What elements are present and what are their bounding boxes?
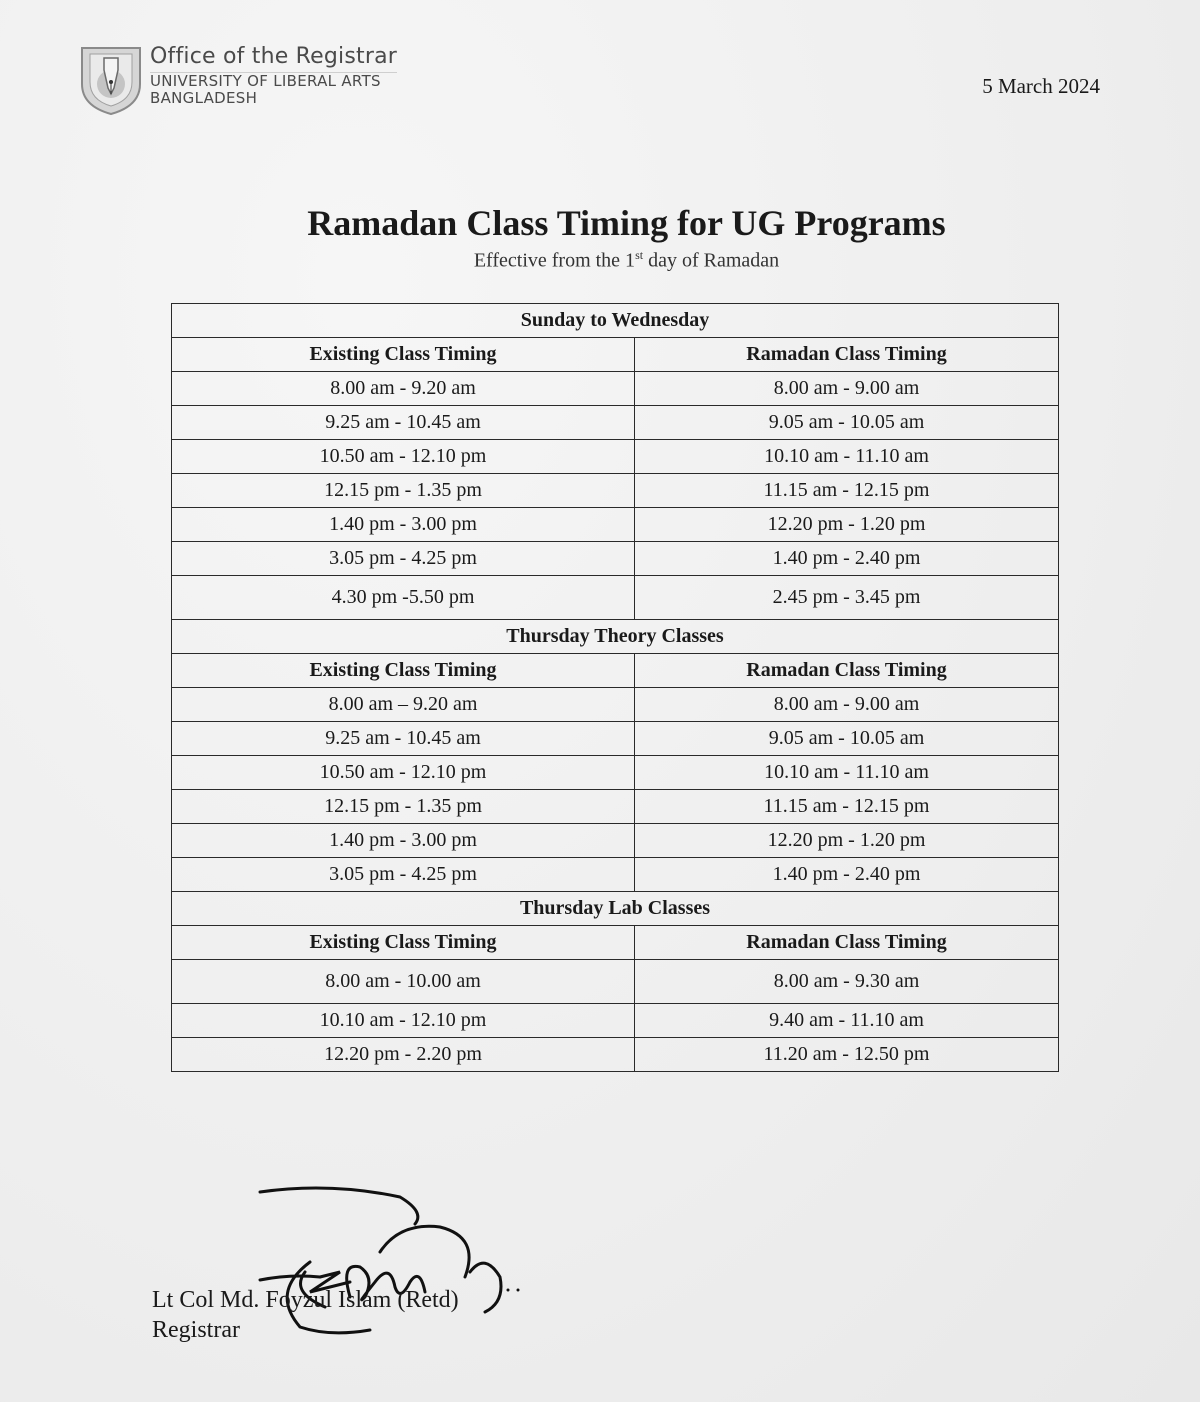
- section-heading-row: [172, 892, 1059, 926]
- ramadan-time: 10.10 am - 11.10 am: [635, 756, 1059, 790]
- ramadan-time: 12.20 pm - 1.20 pm: [635, 508, 1059, 542]
- signatory-name: Lt Col Md. Foyzul Islam (Retd): [152, 1287, 459, 1313]
- subtitle-prefix: Effective from the 1: [473, 249, 636, 272]
- ramadan-time: 1.40 pm - 2.40 pm: [635, 858, 1059, 892]
- letterhead-university: UNIVERSITY OF LIBERAL ARTS: [150, 72, 381, 90]
- ramadan-time: 2.45 pm - 3.45 pm: [635, 576, 1059, 620]
- existing-time: 8.00 am - 9.20 am: [172, 372, 635, 406]
- document-date: 5 March 2024: [982, 74, 1100, 98]
- header-existing: Existing Class Timing: [172, 338, 635, 372]
- table-row: [172, 474, 1059, 508]
- header-ramadan: Ramadan Class Timing: [635, 926, 1059, 960]
- header-existing: Existing Class Timing: [172, 926, 635, 960]
- existing-time: 8.00 am - 10.00 am: [172, 960, 635, 1004]
- table-row: [172, 824, 1059, 858]
- section-heading: Thursday Theory Classes: [172, 620, 1059, 654]
- university-crest-logo: [78, 44, 144, 116]
- ramadan-time: 11.15 am - 12.15 pm: [635, 790, 1059, 824]
- header-ramadan: Ramadan Class Timing: [635, 338, 1059, 372]
- ramadan-time: 9.05 am - 10.05 am: [635, 406, 1059, 440]
- existing-time: 12.20 pm - 2.20 pm: [172, 1038, 635, 1072]
- table-row: [172, 756, 1059, 790]
- ramadan-time: 9.05 am - 10.05 am: [635, 722, 1059, 756]
- table-row: [172, 508, 1059, 542]
- existing-time: 9.25 am - 10.45 am: [172, 722, 635, 756]
- ramadan-time: 1.40 pm - 2.40 pm: [635, 542, 1059, 576]
- header-existing: Existing Class Timing: [172, 654, 635, 688]
- table-row: [172, 440, 1059, 474]
- existing-time: 12.15 pm - 1.35 pm: [172, 474, 635, 508]
- existing-time: 10.50 am - 12.10 pm: [172, 440, 635, 474]
- ramadan-time: 10.10 am - 11.10 am: [635, 440, 1059, 474]
- existing-time: 10.10 am - 12.10 pm: [172, 1004, 635, 1038]
- table-row: [172, 542, 1059, 576]
- ramadan-time: 8.00 am - 9.30 am: [635, 960, 1059, 1004]
- table-row: [172, 960, 1059, 1004]
- table-row: [172, 790, 1059, 824]
- ramadan-time: 9.40 am - 11.10 am: [635, 1004, 1059, 1038]
- ramadan-time: 12.20 pm - 1.20 pm: [635, 824, 1059, 858]
- table-row: [172, 688, 1059, 722]
- document-subtitle: [0, 248, 1200, 273]
- ramadan-time: 11.20 am - 12.50 pm: [635, 1038, 1059, 1072]
- existing-time: 10.50 am - 12.10 pm: [172, 756, 635, 790]
- column-header-row: [172, 654, 1059, 688]
- subtitle-suffix: day of Ramadan: [643, 249, 780, 272]
- section-heading-row: [172, 304, 1059, 338]
- table-row: [172, 722, 1059, 756]
- ramadan-time: 8.00 am - 9.00 am: [635, 372, 1059, 406]
- letterhead: [78, 44, 397, 116]
- schedule-table: [171, 303, 1059, 1072]
- letterhead-country: BANGLADESH: [150, 89, 258, 107]
- signatory-block: [152, 1285, 459, 1345]
- existing-time: 1.40 pm - 3.00 pm: [172, 508, 635, 542]
- column-header-row: [172, 338, 1059, 372]
- document-title: Ramadan Class Timing for UG Programs: [307, 203, 946, 243]
- table-row: [172, 406, 1059, 440]
- existing-time: 8.00 am – 9.20 am: [172, 688, 635, 722]
- existing-time: 3.05 pm - 4.25 pm: [172, 858, 635, 892]
- table-row: [172, 858, 1059, 892]
- column-header-row: [172, 926, 1059, 960]
- subtitle-superscript: st: [635, 248, 644, 262]
- ramadan-time: 11.15 am - 12.15 pm: [635, 474, 1059, 508]
- section-heading: Sunday to Wednesday: [172, 304, 1059, 338]
- header-ramadan: Ramadan Class Timing: [635, 654, 1059, 688]
- existing-time: 1.40 pm - 3.00 pm: [172, 824, 635, 858]
- existing-time: 12.15 pm - 1.35 pm: [172, 790, 635, 824]
- table-row: [172, 372, 1059, 406]
- table-row: [172, 1038, 1059, 1072]
- letterhead-office: Office of the Registrar: [150, 44, 397, 73]
- existing-time: 9.25 am - 10.45 am: [172, 406, 635, 440]
- signatory-designation: Registrar: [152, 1317, 240, 1343]
- table-row: [172, 1004, 1059, 1038]
- section-heading-row: [172, 620, 1059, 654]
- ramadan-time: 8.00 am - 9.00 am: [635, 688, 1059, 722]
- existing-time: 4.30 pm -5.50 pm: [172, 576, 635, 620]
- existing-time: 3.05 pm - 4.25 pm: [172, 542, 635, 576]
- section-heading: Thursday Lab Classes: [172, 892, 1059, 926]
- table-row: [172, 576, 1059, 620]
